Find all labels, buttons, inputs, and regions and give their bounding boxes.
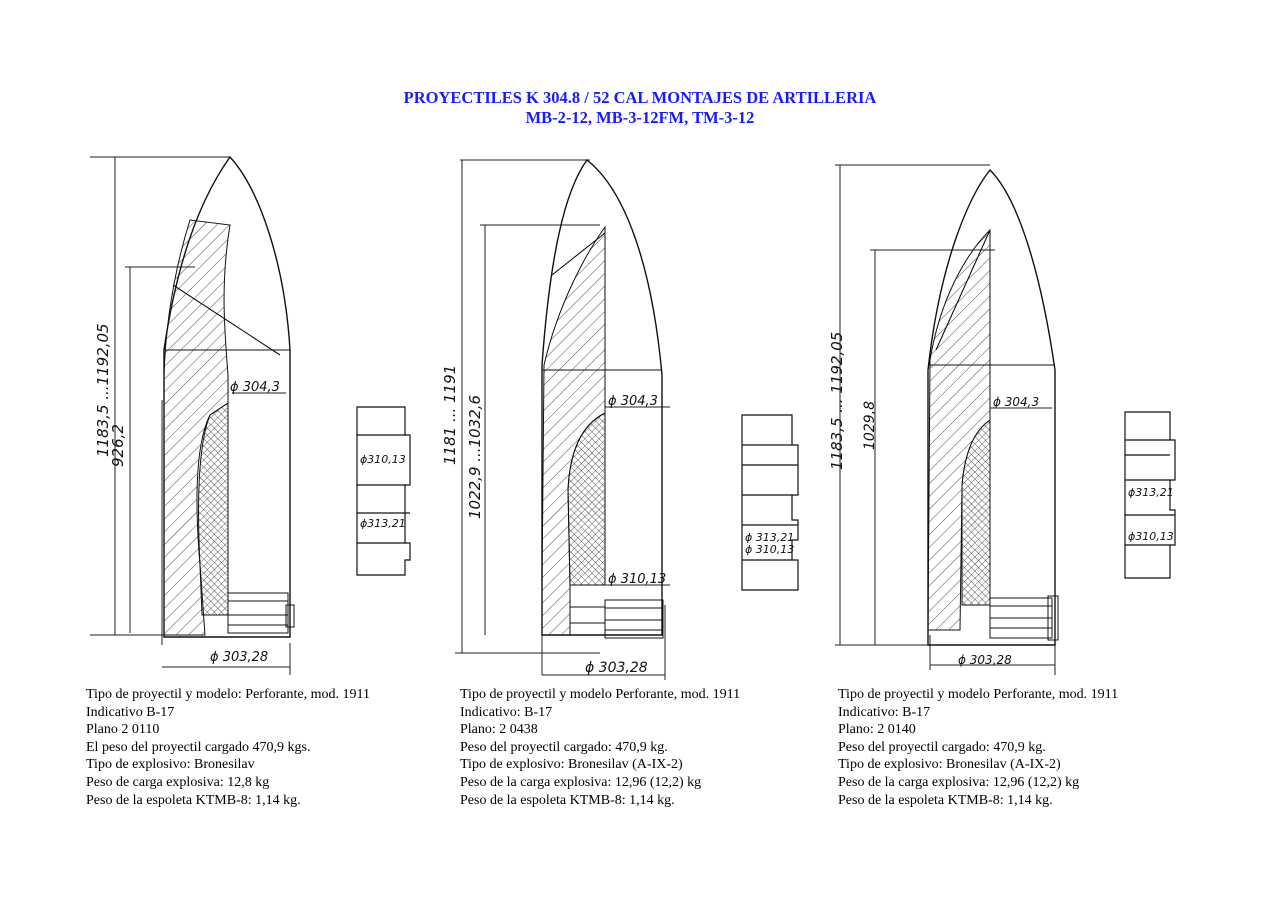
- spec-line: Peso de carga explosiva: 12,8 kg: [86, 774, 270, 790]
- spec-line: Plano 2 0110: [86, 722, 160, 738]
- spec-line: El peso del proyectil cargado 470,9 kgs.: [86, 739, 311, 755]
- band-diameter: ϕ 310,13: [608, 572, 667, 587]
- band-diameter-b: ϕ313,21: [360, 517, 406, 530]
- band-diameter-a: ϕ313,21: [1128, 486, 1174, 499]
- band-diameter-b: ϕ 310,13: [745, 543, 795, 556]
- spec-line: Peso del proyectil cargado: 470,9 kg.: [838, 739, 1046, 755]
- spec-line: Peso de la espoleta KTMB-8: 1,14 kg.: [86, 792, 301, 808]
- document-subtitle: MB-2-12, MB-3-12FM, TM-3-12: [525, 108, 755, 127]
- spec-line: Peso de la espoleta KTMB-8: 1,14 kg.: [838, 792, 1053, 808]
- spec-block-2: [460, 686, 740, 809]
- spec-line: Tipo de explosivo: Bronesilav (A-IX-2): [838, 757, 1061, 773]
- shell-drawing-1: [80, 145, 425, 685]
- spec-line: Indicativo: B-17: [838, 704, 931, 720]
- spec-line: Peso de la carga explosiva: 12,96 (12,2) kg: [838, 774, 1080, 790]
- body-diameter: ϕ 304,3: [993, 395, 1040, 409]
- spec-line: Indicativo: B-17: [460, 704, 553, 720]
- spec-line: Tipo de explosivo: Bronesilav: [86, 757, 255, 773]
- body-diameter: ϕ 304,3: [230, 380, 280, 395]
- spec-line: Peso del proyectil cargado: 470,9 kg.: [460, 739, 668, 755]
- shell-drawing-2: [440, 145, 820, 685]
- spec-line: Tipo de proyectil y modelo Perforante, mod. 1911: [460, 687, 741, 702]
- spec-block-3: [838, 686, 1118, 809]
- spec-block-1: [86, 686, 370, 809]
- base-diameter: ϕ 303,28: [958, 653, 1012, 667]
- spec-line: Peso de la espoleta KTMB-8: 1,14 kg.: [460, 792, 675, 808]
- spec-line: Tipo de proyectil y modelo Perforante, mod. 1911: [838, 687, 1119, 702]
- body-diameter: ϕ 304,3: [608, 394, 658, 409]
- cavity-dim: 1022,9 ...1032,6: [466, 394, 484, 519]
- length-dim: 1183,5 ...1192,05: [94, 323, 112, 457]
- spec-line: Plano: 2 0438: [460, 722, 538, 738]
- base-diameter: ϕ 303,28: [585, 660, 648, 676]
- spec-line: Indicativo B-17: [86, 704, 175, 720]
- spec-line: Tipo de explosivo: Bronesilav (A-IX-2): [460, 757, 683, 773]
- shell-drawing-3: [830, 150, 1190, 680]
- document-title: PROYECTILES K 304.8 / 52 CAL MONTAJES DE ARTILLERIA: [403, 88, 877, 107]
- length-dim: 1181 ... 1191: [441, 364, 459, 465]
- band-diameter-a: ϕ310,13: [360, 453, 406, 466]
- spec-line: Peso de la carga explosiva: 12,96 (12,2) kg: [460, 774, 702, 790]
- spec-line: Plano: 2 0140: [838, 722, 916, 738]
- cavity-dim: 926,2: [109, 424, 127, 467]
- band-diameter-b: ϕ310,13: [1128, 530, 1174, 543]
- spec-line: Tipo de proyectil y modelo: Perforante, mod. 1911: [86, 687, 370, 702]
- cavity-dim: 1029,8: [862, 401, 878, 450]
- band-diameter-a: ϕ 313,21: [745, 531, 795, 544]
- length-dim: 1183,5 ... 1192,05: [828, 331, 846, 470]
- base-diameter: ϕ 303,28: [210, 650, 269, 665]
